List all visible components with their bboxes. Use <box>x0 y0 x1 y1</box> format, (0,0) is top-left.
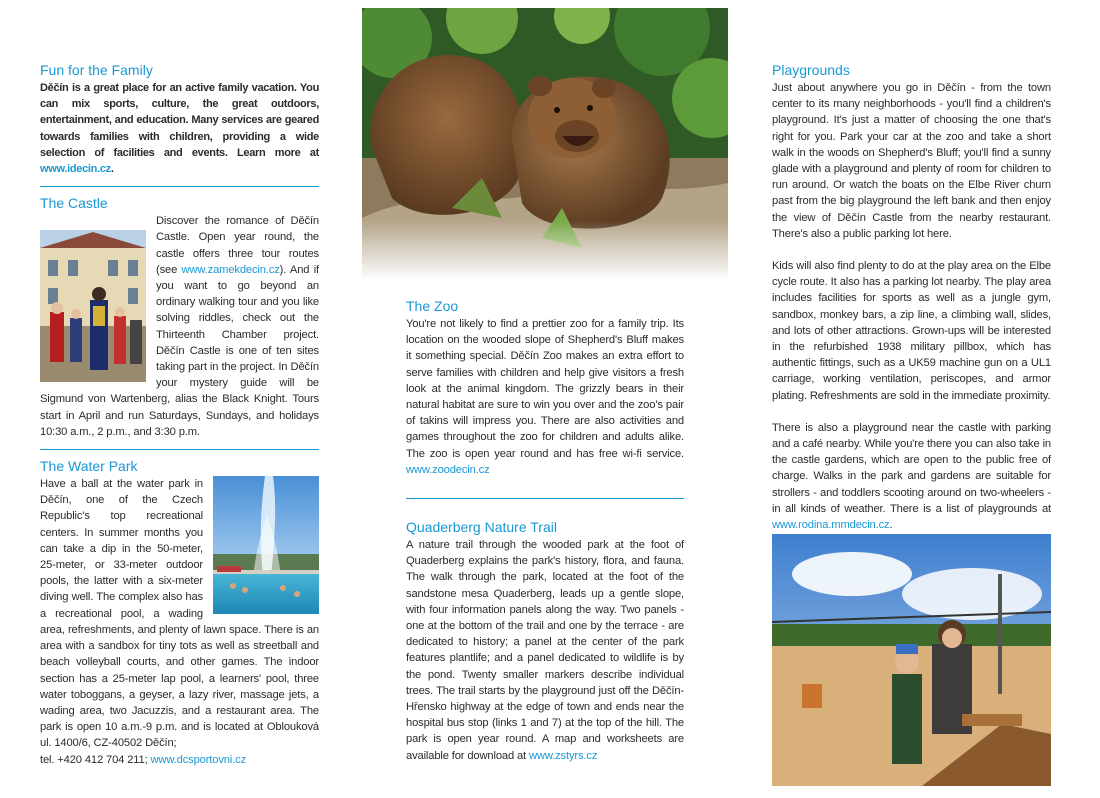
middle-column <box>362 8 728 764</box>
waterpark-photo <box>213 476 319 614</box>
zoo-section <box>406 298 684 478</box>
divider <box>406 498 684 499</box>
playgrounds-p1: Just about anywhere you go in Děčín - from the town center to its many neighborhoods - you'll find a children's playground. It's just a matter of choosing the one that's right for you. Park your car at the zoo and take a short walk in the woods on Shepherd's Bluff; you'll find a sunny glade with a playground and plenty of room for children to run around. Or watch the boats on the Elbe River churn past from the big playground the left bank and then enjoy the view of Děčín Castle from the nearby restaurant. There's also a public parking lot here. <box>772 82 1051 240</box>
playgrounds-p2: Kids will also find plenty to do at the play area on the Elbe cycle route. It also has a parking lot nearby. The play area includes facilities for sports as well as a jungle gym, sandbox, monkey bars, a zip line, a climbing wall, slides, and lots of other attractions. Grown-ups will be interested in the refurbished 1938 military pillbox, which has authentic fittings, such as a UK59 machine gun on a UL1 carriage, working ventilation, periscopes, and armor plating. Refreshments are sold in the immediate proximity. <box>772 260 1051 402</box>
waterpark-body: Have a ball at the water park in Děčín, one of the Czech Republic's top recreational centers. In summer months you can take a dip in the 50-meter, 25-meter, or 33-meter outdoor pools, the latter with a six-meter diving well. The complex also has a recreational pool, a wading area, refreshments, and plenty of lawn space. There is an area with a sandbox for tiny tots as well as streetball and beach volleyball courts, and other games. The indoor section has a 25-meter lap pool, a learners' pool, three water toboggans, a geyser, a lazy river, massage jets, a wading area, two Jacuzzis, and a restaurant area. The park is open 10 a.m.-9 p.m. and is located at Oblouková ul. 1400/6, CZ-40502 Děčín; tel. +420 412 704 211; www.dcsportovni.cz <box>40 478 319 766</box>
family-section <box>40 62 319 177</box>
playground-photo <box>772 534 1051 786</box>
divider <box>40 186 319 187</box>
right-column <box>772 62 1051 533</box>
castle-body: Discover the romance of Děčín Castle. Open year round, the castle offers three tour routes (see www.zamekdecin.cz). And if you want to go beyond an ordinary walking tour and you like solving riddles, check out the Thirteenth Chamber project. Děčín Castle is one of ten sites taking part in the project. In Děčín your mystery guide will be Sigmund von Wartenberg, alias the Black Knight. Tours start in April and run Saturdays, Sundays, and holidays 10:30 a.m., 2 p.m., and 3:30 p.m. <box>40 215 319 438</box>
idecin-link[interactable]: www.idecin.cz <box>40 163 111 176</box>
playgrounds-section <box>772 62 1051 533</box>
rodina-link[interactable]: www.rodina.mmdecin.cz <box>772 519 890 532</box>
zamekdecin-link[interactable]: www.zamekdecin.cz <box>181 263 280 276</box>
zoo-title: The Zoo <box>406 298 459 314</box>
waterpark-title: The Water Park <box>40 458 138 475</box>
bear-photo <box>362 8 728 280</box>
left-column <box>40 62 319 768</box>
zoodecin-link[interactable]: www.zoodecin.cz <box>406 463 490 476</box>
waterpark-section <box>40 458 319 768</box>
castle-photo <box>40 230 146 382</box>
trail-body: A nature trail through the wooded park at the foot of Quaderberg explains the park's history, flora, and fauna. The walk through the park, located at the foot of the sandstone mesa Quaderberg, leads up a gentle slope, with four information panels along the way. Two panels - one at the bottom of the trail and one by the terrace - are dedicated to history; a panel at the center of the park features plantlife; and a panel dedicated to wildlife is by the pond. Twenty smaller markers describe individual trees. The trail starts by the playground just off the Děčín-Hřensko highway at the edge of town and ends near the hospital bus stop (links 1 and 7) at the top of the hill. The park is open year round. A map and worksheets are available for download at www.zstyrs.cz <box>406 539 684 762</box>
playgrounds-p3: There is also a playground near the castle with parking and a café nearby. While you're there you can also take in the castle gardens, which are open to the public free of charge. Walks in the park and gardens are suitable for strollers - and toddlers scooting around on two-wheelers - in all kinds of weather. There is a list of playgrounds at www.rodina.mmdecin.cz. <box>772 421 1051 532</box>
playgrounds-title: Playgrounds <box>772 62 850 78</box>
family-title: Fun for the Family <box>40 62 153 78</box>
middle-text <box>362 298 684 764</box>
zstyrs-link[interactable]: www.zstyrs.cz <box>528 749 598 762</box>
trail-section <box>406 519 684 764</box>
castle-section <box>40 195 319 440</box>
family-body: Děčín is a great place for an active family vacation. You can mix sports, culture, the great outdoors, entertainment, and education. Many services are geared towards families with children, providing a wide selection of facilities and events. Learn more at www.idecin.cz. <box>40 82 319 176</box>
dcsportovni-link[interactable]: www.dcsportovni.cz <box>150 753 247 766</box>
castle-title: The Castle <box>40 195 108 212</box>
divider <box>40 449 319 450</box>
zoo-body: You're not likely to find a prettier zoo for a family trip. Its location on the wooded slope of Shepherd's Bluff makes it something special. Děčín Zoo makes an extra effort to serve families with children and help give visitors a fresh look at the animal kingdom. The grizzly bears in their natural habitat are sure to win you over and the zoo's pair of takins will impress you. There are also activities and games throughout the zoo for children and adults alike. The zoo is open year round and has free wi-fi service. www.zoodecin.cz <box>406 318 684 476</box>
trail-title: Quaderberg Nature Trail <box>406 519 557 536</box>
